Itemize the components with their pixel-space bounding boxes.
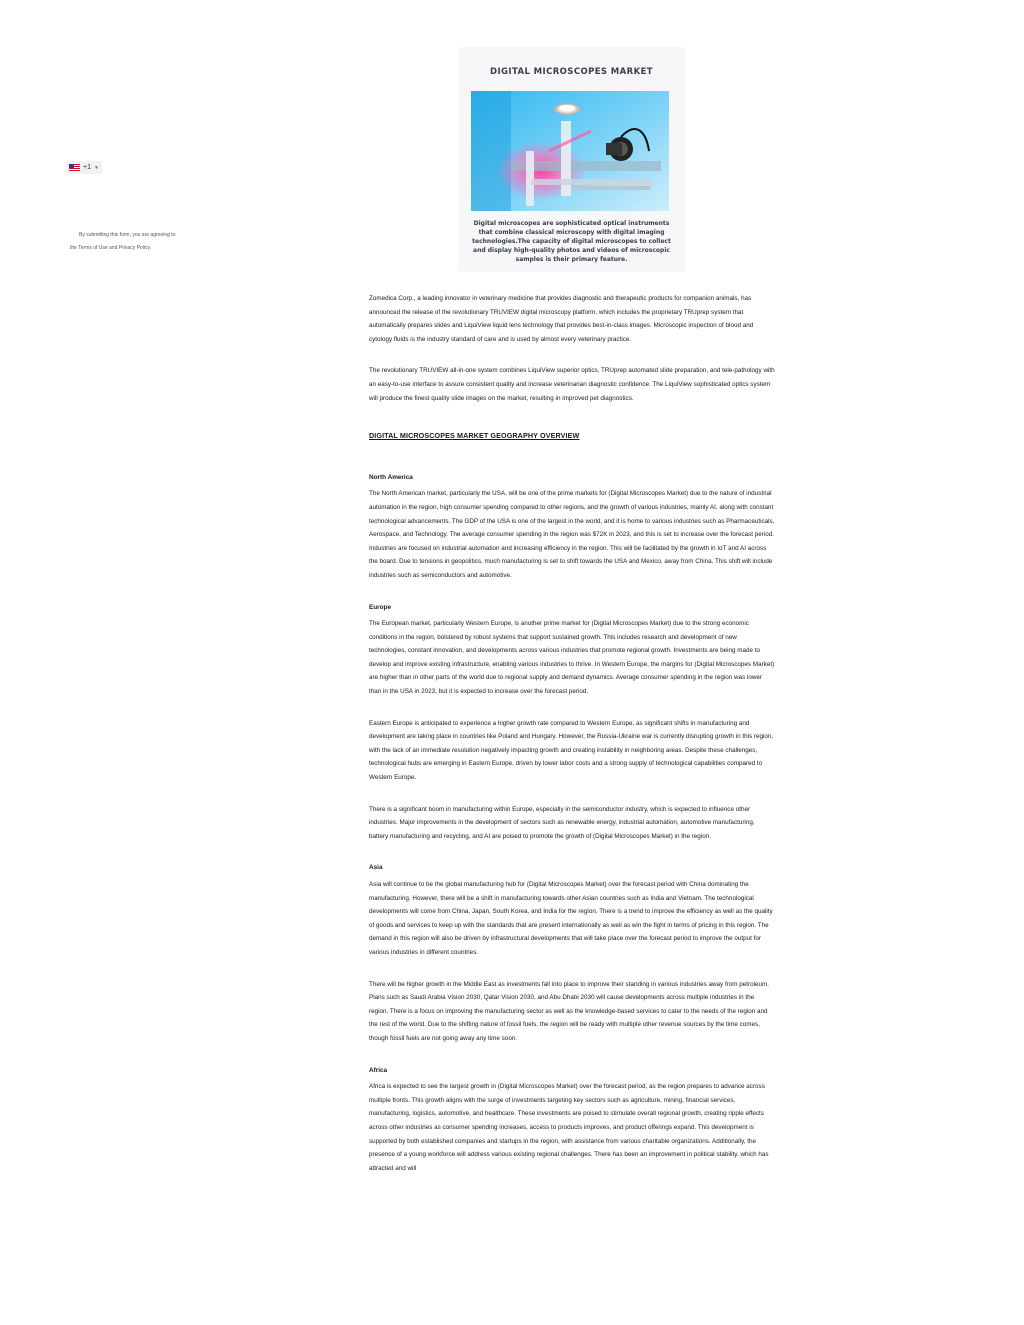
us-flag-icon bbox=[69, 164, 80, 171]
region-heading-africa: Africa bbox=[369, 1066, 388, 1074]
north-america-paragraph: The North American market, particularly the USA, will be one of the prime markets for (Digital Microscopes Market) due to the nature of industrial automation in the region, high consumer spending compared to other regions, and the growth of various industries, mainly AI, along with constant technological advancements. The GDP of the USA is one of the largest in the world, and it is home to various industries such as Pharmaceuticals, Aerospace, and Technology. The average consumer spending in the region was $72K in 2023, and this is set to increase over the forecast period. Industries are focused on industrial automation and increasing efficiency in the region. This will be facilitated by the growth in IoT and AI across the board. Due to tensions in geopolitics, much manufacturing is set to shift towards the USA and Mexico, away from China. This shift will include industries such as semiconductors and automotive. bbox=[369, 490, 775, 579]
geography-overview-heading: DIGITAL MICROSCOPES MARKET GEOGRAPHY OVERVIEW bbox=[369, 431, 580, 441]
country-code-selector[interactable] bbox=[66, 161, 102, 174]
article-body bbox=[369, 292, 775, 1193]
infographic-caption: Digital microscopes are sophisticated optical instruments that combine classical microscopy with digital imaging technologies.The capacity of digital microscopes to collect and display high-quality photos and videos of microscopic samples is their primary feature. bbox=[472, 220, 671, 263]
country-code-value: +1 bbox=[83, 164, 91, 171]
infographic-card bbox=[458, 47, 685, 272]
consent-text-line1: By submitting this form, you are agreeing to bbox=[79, 232, 176, 238]
asia-paragraph-2: There will be higher growth in the Middle East as investments fall into place to improve their standing in various industries away from petroleum. Plans such as Saudi Arabia Vision 2030, Qatar Vision 2030, and Abu Dhabi 2030 will cause developments across multiple industries in the region. There is a focus on improving the manufacturing sector as well as the knowledge-based services to cater to the needs of the region and the rest of the world. Due to the shifting nature of fossil fuels, the region will be ready with multiple other revenue sources by the time comes, though fossil fuels are not going away any time soon. bbox=[369, 980, 770, 1042]
region-heading-north-america: North America bbox=[369, 473, 413, 481]
region-heading-asia: Asia bbox=[369, 864, 383, 872]
europe-paragraph-3: There is a significant boom in manufacturing within Europe, especially in the semiconductor industry, which is expected to influence other industries. Major improvements in the development of sectors such as renewable energy, industrial automation, automotive manufacturing, battery manufacturing and recycling, and AI are poised to promote the growth of (Digital Microscopes Market) in the region. bbox=[369, 805, 755, 840]
intro-paragraph-1: Zomedica Corp., a leading innovator in veterinary medicine that provides diagnostic and therapeutic products for companion animals, has announced the release of the revolutionary TRUVIEW digital microscopy platform, which includes the proprietary TRUprep system that automatically prepares slides and LiquiView liquid lens technology that provides best-in-class images. Microscopic inspection of blood and cytology fluids is the industry standard of care and is used by almost every veterinary practice. bbox=[369, 295, 754, 343]
europe-paragraph-1: The European market, particularly Western Europe, is another prime market for (Digital Microscopes Market) due to the strong economic conditions in the region, bolstered by robust systems that support sustained growth. This includes research and development of new technologies, constant innovation, and developments across various industries that promote regional growth. Investments are being made to develop and improve existing infrastructure, enabling various industries to thrive. In Western Europe, the margins for (Digital Microscopes Market) are higher than in other parts of the world due to regional supply and demand dynamics. Average consumer spending in the region was lower than in the USA in 2023, but it is expected to increase over the forecast period. bbox=[369, 620, 775, 696]
africa-paragraph: Africa is expected to see the largest growth in (Digital Microscopes Market) over the forecast period, as the region prepares to advance across multiple fronts. This growth aligns with the surge of investments targeting key sectors such as agriculture, mining, financial services, manufacturing, logistics, automotive, and healthcare. These investments are poised to stimulate overall regional growth, creating ripple effects across other industries as consumer spending increases, access to products improves, and product offerings expand. This development is supported by both established companies and startups in the region, with assistance from various charitable organizations. Additionally, the presence of a young workforce will address various existing regional challenges. There has been an improvement in political stability, which has attracted and will bbox=[369, 1083, 769, 1172]
europe-paragraph-2: Eastern Europe is anticipated to experience a higher growth rate compared to Western Europe, as significant shifts in manufacturing and development are taking place in countries like Poland and Hungary. However, the Russia-Ukraine war is currently disrupting growth in this region, with the lack of an immediate resolution negatively impacting growth and creating instability in neighboring areas. Despite these challenges, technological hubs are emerging in Eastern Europe, driven by lower labor costs and a strong supply of technological capabilities compared to Western Europe. bbox=[369, 719, 774, 782]
infographic-title: DIGITAL MICROSCOPES MARKET bbox=[490, 67, 653, 77]
chevron-down-icon: ▼ bbox=[93, 164, 99, 171]
asia-paragraph-1: Asia will continue to be the global manufacturing hub for (Digital Microscopes Market) over the forecast period with China dominating the manufacturing. However, there will be a shift in manufacturing towards other Asian countries such as India and Vietnam. The technological developments will come from China, Japan, South Korea, and India for the region. There is a trend to improve the efficiency as well as the quality of goods and services to keep up with the standards that are present internationally as well as win the fight in terms of pricing in this region. The demand in this region will also be driven by infrastructural developments that will take place over the forecast period to improve the output for various industries in different countries. bbox=[369, 881, 773, 956]
consent-text-line2: the Terms of Use and Privacy Policy. bbox=[70, 245, 151, 251]
region-heading-europe: Europe bbox=[369, 603, 392, 611]
intro-paragraph-2: The revolutionary TRUVIEW all-in-one system combines LiquiView superior optics, TRUprep automated slide preparation, and tele-pathology with an easy-to-use interface to assure consistent quality and increase veterinarian diagnostic confidence. The LiquiView sophisticated optics system will produce the finest quality slide images on the market, resulting in improved pet diagnostics. bbox=[369, 367, 775, 402]
consent-notice bbox=[70, 229, 200, 255]
